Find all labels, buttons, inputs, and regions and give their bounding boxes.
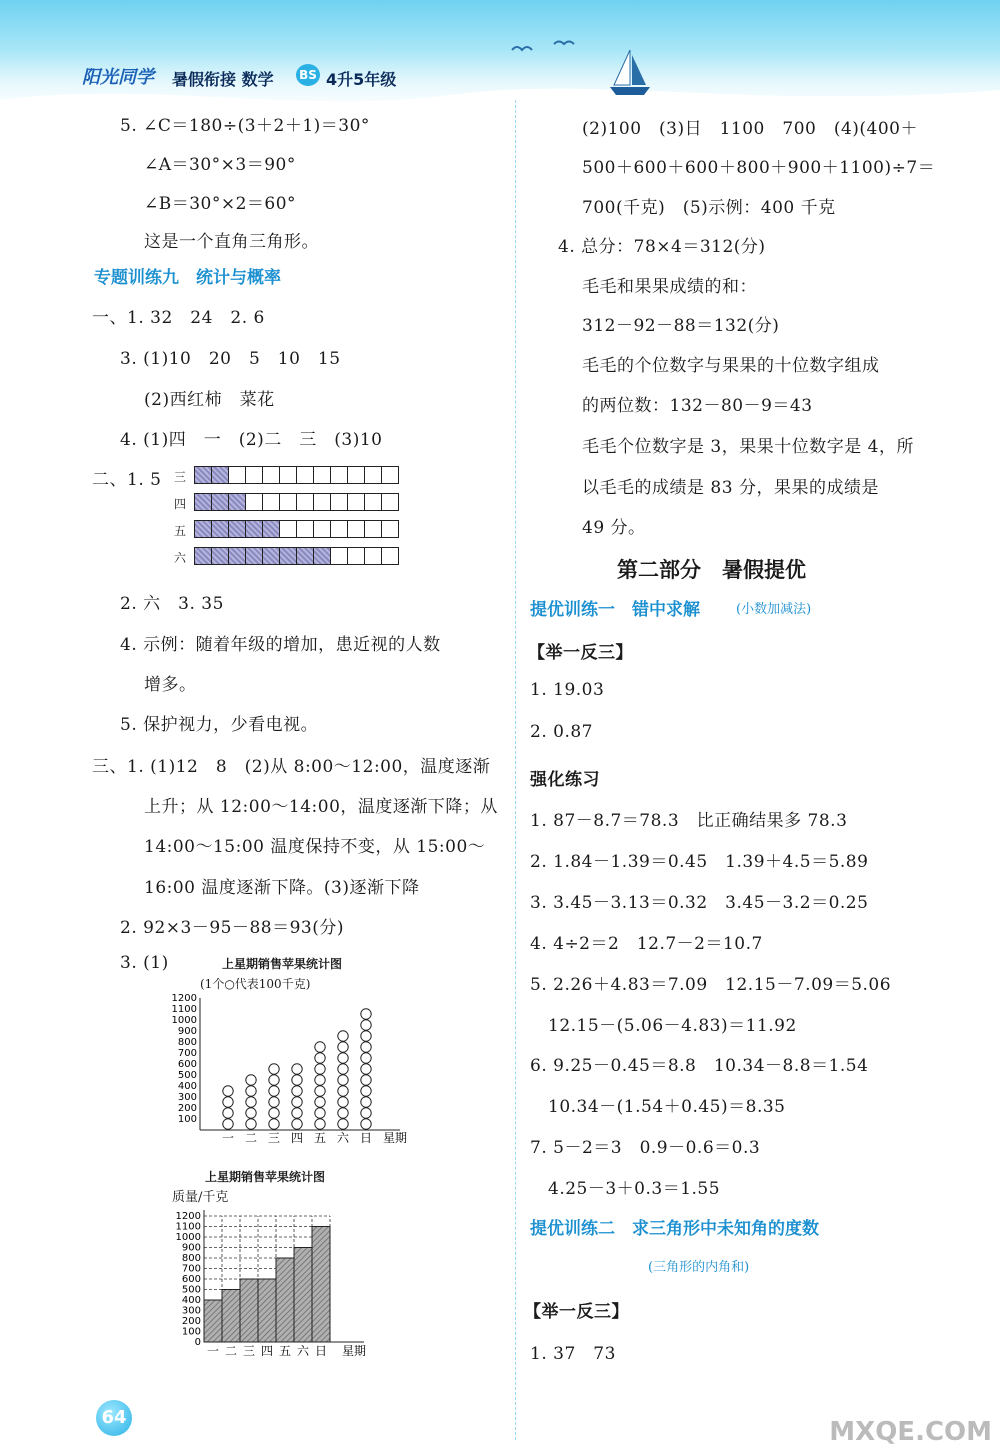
- grid-cell-empty: [245, 466, 263, 484]
- apple-symbol: [315, 1108, 325, 1118]
- answer-line: 10.34－(1.54＋0.45)＝8.35: [548, 1097, 786, 1117]
- grid-cell-filled: [211, 493, 229, 511]
- bar: [222, 1290, 240, 1343]
- answer-line: 5. 2.26＋4.83＝7.09 12.15－7.09＝5.06: [530, 975, 892, 995]
- grid-cell-filled: [228, 520, 246, 538]
- answer-line: 1. 37 73: [530, 1344, 616, 1364]
- watermark: MXQE.COM: [829, 1417, 992, 1447]
- grid-cell-empty: [279, 466, 297, 484]
- grid-row: [194, 520, 398, 538]
- answer-line: 以毛毛的成绩是 83 分，果果的成绩是: [582, 478, 879, 498]
- y-tick-label: 200: [181, 1316, 201, 1327]
- section-subheading: (三角形的内角和): [648, 1260, 750, 1275]
- answer-line: 4. 总分：78×4＝312(分): [558, 237, 766, 257]
- answer-line: 三、1. (1)12 8 (2)从 8:00～12:00，温度逐渐: [92, 757, 491, 777]
- apple-symbol: [361, 1108, 371, 1118]
- apple-symbol: [361, 1075, 371, 1085]
- y-tick-label: 1100: [171, 1004, 197, 1015]
- grid-cell-filled: [313, 547, 331, 565]
- birds-icon: [510, 38, 580, 58]
- grid-cell-empty: [347, 520, 365, 538]
- bar: [276, 1258, 294, 1342]
- apple-symbol: [269, 1108, 279, 1118]
- bar-chart-title: 上星期销售苹果统计图: [205, 1170, 326, 1184]
- grid-cell-empty: [364, 520, 382, 538]
- y-tick-label: 1200: [175, 1211, 201, 1222]
- apple-symbol: [292, 1086, 302, 1096]
- y-tick-label: 100: [177, 1114, 197, 1125]
- grid-cell-empty: [330, 520, 348, 538]
- apple-symbol: [315, 1075, 325, 1085]
- grid-cell-filled: [279, 547, 297, 565]
- apple-symbol: [223, 1108, 233, 1118]
- x-tick-label: 日: [359, 1131, 373, 1145]
- answer-line: 12.15－(5.06－4.83)＝11.92: [548, 1016, 797, 1036]
- x-tick-label: 四: [290, 1131, 304, 1145]
- answer-line: 4. 4÷2＝2 12.7－2＝10.7: [530, 934, 763, 954]
- grid-cell-empty: [296, 520, 314, 538]
- section-subheading: (小数加减法): [736, 602, 812, 617]
- grid-cell-filled: [211, 520, 229, 538]
- grid-cell-filled: [211, 547, 229, 565]
- apple-symbol: [292, 1097, 302, 1107]
- grid-cell-filled: [228, 547, 246, 565]
- answer-line: 这是一个直角三角形。: [144, 232, 319, 252]
- apple-symbol: [361, 1020, 371, 1030]
- apple-symbol: [292, 1075, 302, 1085]
- grid-cell-empty: [347, 466, 365, 484]
- grid-cell-empty: [347, 547, 365, 565]
- y-tick-label: 400: [177, 1081, 197, 1092]
- grid-cell-filled: [194, 466, 212, 484]
- apple-symbol: [338, 1119, 348, 1129]
- y-tick-label: 1200: [171, 993, 197, 1004]
- grid-cell-empty: [347, 493, 365, 511]
- answer-line: 一、1. 32 24 2. 6: [92, 308, 265, 328]
- answer-line: 增多。: [144, 675, 197, 695]
- answer-line: 上升；从 12:00～14:00，温度逐渐下降；从: [144, 797, 498, 817]
- apple-symbol: [246, 1086, 256, 1096]
- grid-cell-filled: [228, 493, 246, 511]
- answer-line: 3. 3.45－3.13＝0.32 3.45－3.2＝0.25: [530, 893, 869, 913]
- grid-cell-empty: [313, 493, 331, 511]
- edition-badge: BS: [296, 64, 320, 86]
- grid-cell-empty: [364, 466, 382, 484]
- pictograph-subtitle: (1个○代表100千克): [200, 977, 311, 991]
- y-tick-label: 200: [177, 1103, 197, 1114]
- pictograph-title: 上星期销售苹果统计图: [222, 957, 343, 971]
- grid-cell-filled: [296, 547, 314, 565]
- grid-cell-filled: [262, 520, 280, 538]
- answer-line: 3. (1): [120, 953, 169, 973]
- bar: [312, 1227, 330, 1343]
- grid-cell-empty: [262, 493, 280, 511]
- answer-line: 毛毛的个位数字与果果的十位数字组成: [582, 356, 880, 376]
- grid-cell-empty: [364, 493, 382, 511]
- y-tick-label: 1000: [171, 1015, 197, 1026]
- apple-symbol: [315, 1042, 325, 1052]
- apple-symbol: [361, 1053, 371, 1063]
- answer-line: 5. ∠C＝180÷(3＋2＋1)＝30°: [120, 116, 370, 136]
- section-heading: 提优训练一 错中求解: [530, 600, 700, 620]
- pictograph-chart: [160, 990, 410, 1150]
- x-tick-label: 五: [278, 1344, 292, 1358]
- apple-symbol: [315, 1119, 325, 1129]
- apple-symbol: [246, 1119, 256, 1129]
- x-tick-label: 六: [336, 1131, 350, 1145]
- grid-cell-filled: [194, 493, 212, 511]
- grid-cell-empty: [262, 466, 280, 484]
- grid-cell-empty: [381, 493, 399, 511]
- y-tick-label: 500: [181, 1284, 201, 1296]
- grid-cell-filled: [194, 547, 212, 565]
- y-tick-label: 700: [177, 1048, 197, 1059]
- x-axis-label: 星期: [382, 1131, 408, 1145]
- grid-cell-empty: [228, 466, 246, 484]
- grid-cell-filled: [194, 520, 212, 538]
- apple-symbol: [223, 1097, 233, 1107]
- apple-symbol: [361, 1009, 371, 1019]
- apple-symbol: [269, 1119, 279, 1129]
- grid-cell-empty: [330, 547, 348, 565]
- subheading: 强化练习: [530, 770, 600, 790]
- answer-line: (2)100 (3)日 1100 700 (4)(400＋: [582, 119, 918, 139]
- grid-cell-empty: [381, 466, 399, 484]
- apple-symbol: [223, 1086, 233, 1096]
- y-tick-label: 800: [181, 1253, 201, 1264]
- apple-symbol: [361, 1119, 371, 1129]
- subheading: 【举一反三】: [528, 643, 633, 663]
- bar: [294, 1248, 312, 1343]
- grid-cell-empty: [330, 466, 348, 484]
- y-tick-label: 500: [177, 1070, 197, 1081]
- answer-line: 1. 19.03: [530, 680, 605, 700]
- apple-symbol: [292, 1108, 302, 1118]
- sailboat-icon: [600, 45, 660, 105]
- bar: [204, 1300, 222, 1342]
- y-tick-label: 100: [181, 1326, 201, 1338]
- apple-symbol: [292, 1119, 302, 1129]
- y-tick-label: 0: [194, 1337, 201, 1348]
- apple-symbol: [338, 1031, 348, 1041]
- apple-symbol: [269, 1086, 279, 1096]
- apple-symbol: [361, 1031, 371, 1041]
- apple-symbol: [246, 1097, 256, 1107]
- apple-symbol: [361, 1064, 371, 1074]
- grid-cell-empty: [330, 493, 348, 511]
- y-tick-label: 600: [181, 1274, 201, 1285]
- apple-symbol: [338, 1042, 348, 1052]
- grid-row: [194, 493, 398, 511]
- x-axis-label: 星期: [341, 1344, 367, 1358]
- apple-symbol: [269, 1064, 279, 1074]
- answer-line: 4. 示例：随着年级的增加，患近视的人数: [120, 635, 441, 655]
- answer-line: 的两位数：132－80－9＝43: [582, 396, 813, 416]
- grid-cell-empty: [364, 547, 382, 565]
- grid-cell-empty: [245, 493, 263, 511]
- part-heading: 第二部分 暑假提优: [617, 558, 806, 582]
- bar-chart: [160, 1202, 380, 1362]
- x-tick-label: 三: [267, 1131, 281, 1145]
- bar-chart-ylabel: 质量/千克: [172, 1190, 229, 1205]
- grid-cell-empty: [381, 547, 399, 565]
- answer-line: 4. (1)四 一 (2)二 三 (3)10: [120, 430, 383, 450]
- y-tick-label: 400: [181, 1295, 201, 1306]
- subheading: 【举一反三】: [524, 1302, 629, 1322]
- grid-cell-empty: [296, 466, 314, 484]
- answer-line: (2)西红柿 菜花: [144, 390, 275, 410]
- x-tick-label: 五: [313, 1131, 327, 1145]
- grid-row-label: 六: [174, 551, 187, 565]
- book-title: 暑假衔接 数学: [172, 70, 274, 89]
- answer-line: 2. 六 3. 35: [120, 594, 224, 614]
- grid-cell-filled: [245, 547, 263, 565]
- apple-symbol: [223, 1119, 233, 1129]
- grid-row: [194, 466, 398, 484]
- apple-symbol: [338, 1097, 348, 1107]
- section-heading: 专题训练九 统计与概率: [94, 268, 281, 288]
- apple-symbol: [315, 1086, 325, 1096]
- apple-symbol: [269, 1097, 279, 1107]
- grid-cell-empty: [313, 520, 331, 538]
- answer-line: 1. 87－8.7＝78.3 比正确结果多 78.3: [530, 811, 848, 831]
- answer-line: 5. 保护视力，少看电视。: [120, 715, 319, 735]
- page-number: 64: [96, 1400, 132, 1436]
- x-tick-label: 四: [260, 1344, 274, 1358]
- answer-line: 700(千克) (5)示例：400 千克: [582, 198, 836, 218]
- bar: [240, 1279, 258, 1342]
- y-tick-label: 900: [181, 1242, 201, 1254]
- apple-symbol: [338, 1108, 348, 1118]
- answer-line: 500＋600＋600＋800＋900＋1100)÷7＝: [582, 158, 936, 178]
- answer-line: 3. (1)10 20 5 10 15: [120, 349, 341, 369]
- apple-symbol: [315, 1053, 325, 1063]
- grid-cell-empty: [296, 493, 314, 511]
- answer-line: 14:00～15:00 温度保持不变，从 15:00～: [144, 837, 486, 857]
- x-tick-label: 一: [206, 1344, 220, 1358]
- answer-line: 7. 5－2＝3 0.9－0.6＝0.3: [530, 1138, 761, 1158]
- answer-line: 49 分。: [582, 518, 646, 538]
- apple-symbol: [338, 1064, 348, 1074]
- y-tick-label: 800: [177, 1037, 197, 1048]
- answer-line: 16:00 温度逐渐下降。(3)逐渐下降: [144, 878, 420, 898]
- grid-row: [194, 547, 398, 565]
- answer-line: 毛毛和果果成绩的和：: [582, 277, 757, 297]
- y-tick-label: 700: [181, 1263, 201, 1275]
- bar: [258, 1279, 276, 1342]
- answer-line: 2. 92×3－95－88＝93(分): [120, 918, 344, 938]
- apple-symbol: [338, 1075, 348, 1085]
- apple-symbol: [338, 1053, 348, 1063]
- answer-line: 二、1. 5: [92, 470, 162, 490]
- column-divider: [515, 100, 516, 1440]
- grid-cell-filled: [211, 466, 229, 484]
- apple-symbol: [246, 1075, 256, 1085]
- answer-line: 6. 9.25－0.45＝8.8 10.34－8.8＝1.54: [530, 1056, 869, 1076]
- answer-line: ∠B＝30°×2＝60°: [144, 194, 297, 214]
- grade-label: 4升5年级: [326, 70, 397, 89]
- answer-line: 毛毛个位数字是 3，果果十位数字是 4，所: [582, 437, 914, 457]
- grid-cell-filled: [262, 547, 280, 565]
- apple-symbol: [269, 1075, 279, 1085]
- y-tick-label: 300: [177, 1092, 197, 1103]
- x-tick-label: 二: [244, 1131, 258, 1145]
- grid-row-label: 三: [174, 470, 187, 484]
- grid-cell-empty: [381, 520, 399, 538]
- grid-cell-empty: [313, 466, 331, 484]
- x-tick-label: 日: [314, 1344, 328, 1358]
- answer-line: 312－92－88＝132(分): [582, 316, 780, 336]
- x-tick-label: 一: [221, 1131, 235, 1145]
- grid-cell-empty: [279, 520, 297, 538]
- x-tick-label: 三: [242, 1344, 256, 1358]
- apple-symbol: [246, 1108, 256, 1118]
- apple-symbol: [292, 1064, 302, 1074]
- grid-cell-empty: [279, 493, 297, 511]
- y-tick-label: 1100: [175, 1221, 201, 1233]
- y-tick-label: 900: [177, 1026, 197, 1037]
- apple-symbol: [361, 1097, 371, 1107]
- y-tick-label: 1000: [175, 1232, 201, 1243]
- apple-symbol: [338, 1086, 348, 1096]
- brand-logo: 阳光同学: [82, 67, 154, 88]
- grid-row-label: 四: [174, 497, 187, 511]
- y-tick-label: 300: [181, 1305, 201, 1317]
- grid-cell-filled: [245, 520, 263, 538]
- answer-line: ∠A＝30°×3＝90°: [144, 155, 296, 175]
- x-tick-label: 六: [296, 1344, 310, 1358]
- apple-symbol: [315, 1064, 325, 1074]
- section-heading: 提优训练二 求三角形中未知角的度数: [530, 1219, 819, 1239]
- y-tick-label: 600: [177, 1059, 197, 1070]
- answer-line: 4.25－3＋0.3＝1.55: [548, 1179, 721, 1199]
- answer-line: 2. 0.87: [530, 722, 593, 742]
- apple-symbol: [361, 1042, 371, 1052]
- apple-symbol: [315, 1097, 325, 1107]
- apple-symbol: [361, 1086, 371, 1096]
- grid-row-label: 五: [174, 524, 187, 538]
- x-tick-label: 二: [224, 1344, 238, 1358]
- answer-line: 2. 1.84－1.39＝0.45 1.39＋4.5＝5.89: [530, 852, 869, 872]
